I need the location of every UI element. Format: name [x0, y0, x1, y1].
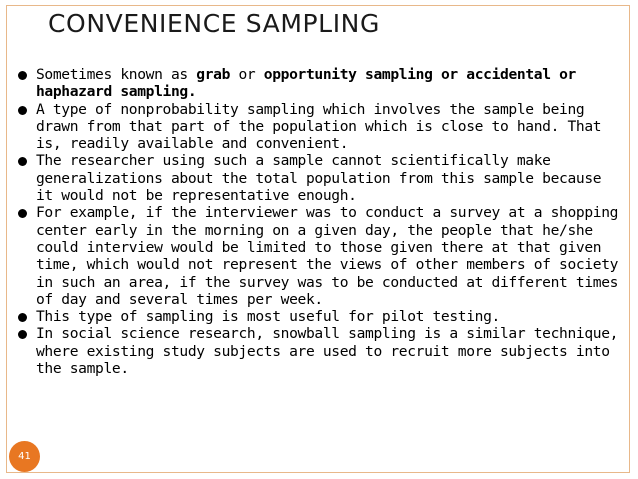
bullet-text-segment: In social science research, snowball sampling is a similar technique, where existing study subjects are used to recruit more subjects into the sample.	[36, 325, 619, 378]
bullet-dot-icon	[18, 209, 27, 218]
bullet-item	[18, 101, 622, 153]
bullet-text-segment: This type of sampling is most useful for pilot testing.	[36, 308, 500, 326]
bullet-dot-icon	[18, 71, 27, 80]
bullet-item	[18, 325, 622, 377]
bullet-text-segment: Sometimes known as	[36, 66, 197, 83]
bullet-text-bold: grab	[196, 66, 231, 83]
bullet-text-bold: opportunity sampling or accidental or haphazard sampling.	[36, 66, 576, 101]
bullet-item	[18, 66, 622, 101]
bullet-text	[36, 308, 622, 325]
bullet-text-segment: or	[230, 66, 264, 83]
bullet-text	[36, 152, 622, 204]
page-number-badge: 41	[9, 441, 40, 472]
bullet-dot-icon	[18, 313, 27, 322]
slide-title: CONVENIENCE SAMPLING	[48, 9, 380, 38]
bullet-text	[36, 66, 622, 101]
bullet-text-segment: A type of nonprobability sampling which involves the sample being drawn from that part of the population which is close to hand. That is, readily available and convenient.	[36, 100, 602, 153]
bullet-dot-icon	[18, 106, 27, 115]
bullet-list	[18, 66, 622, 377]
bullet-item	[18, 308, 622, 325]
bullet-dot-icon	[18, 330, 27, 339]
bullet-item	[18, 204, 622, 308]
bullet-text-segment: The researcher using such a sample cannot scientifically make generalizations about the total population from this sample because it would not be representative enough.	[36, 152, 602, 205]
bullet-dot-icon	[18, 157, 27, 166]
bullet-text-segment: For example, if the interviewer was to conduct a survey at a shopping center early in the morning on a given day, the people that he/she could interview would be limited to those given there at that given time, which would not represent the views of other members of society in such an area, if the survey was to be conducted at different times of day and several times per week.	[36, 204, 619, 308]
bullet-text	[36, 325, 622, 377]
bullet-item	[18, 152, 622, 204]
bullet-text	[36, 204, 622, 308]
bullet-text	[36, 101, 622, 153]
